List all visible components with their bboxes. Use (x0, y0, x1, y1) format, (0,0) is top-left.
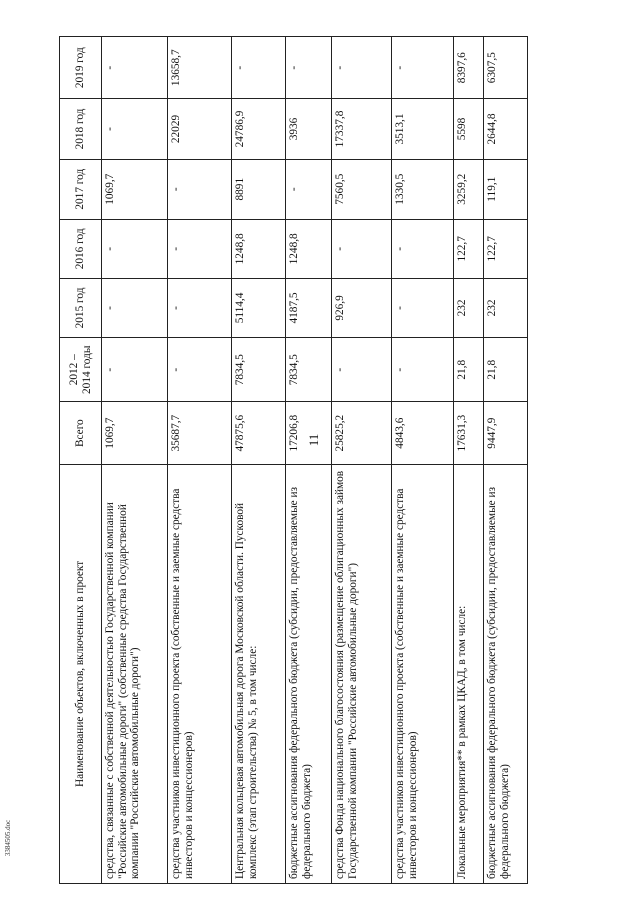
value-cell: 21,8 (484, 338, 528, 402)
value-cell: - (168, 338, 232, 402)
value-cell: 122,7 (454, 219, 484, 278)
value-cell: 24786,9 (232, 99, 286, 159)
value-cell: 5114,4 (232, 278, 286, 337)
header-cell-name: Наименование объектов, включенных в проект (60, 464, 102, 883)
value-cell: - (102, 338, 168, 402)
value-cell: - (168, 159, 232, 219)
value-cell: 5598 (454, 99, 484, 159)
value-cell: 119,1 (484, 159, 528, 219)
row-name-cell: средства участников инвестиционного проекта (собственные и заемные средства инвесторов и концессионеров) (392, 464, 454, 883)
value-cell: 21,8 (454, 338, 484, 402)
value-cell: - (102, 219, 168, 278)
table-body (102, 37, 528, 884)
header-cell-2012-2014: 2012 – 2014 годы (60, 338, 102, 402)
total-cell: 4843,6 (392, 402, 454, 464)
total-cell: 25825,2 (332, 402, 392, 464)
value-cell: 8397,6 (454, 37, 484, 99)
value-cell: - (102, 99, 168, 159)
value-cell: 232 (484, 278, 528, 337)
value-cell: - (392, 278, 454, 337)
row-name-cell: Локальные мероприятия** в рамках ЦКАД, в том числе: (454, 464, 484, 883)
value-cell: 1330,5 (392, 159, 454, 219)
value-cell: 1248,8 (232, 219, 286, 278)
total-cell: 47875,6 (232, 402, 286, 464)
total-cell: 1069,7 (102, 402, 168, 464)
header-cell-2019: 2019 год (60, 37, 102, 99)
row-name-cell: бюджетные ассигнования федерального бюджета (субсидии, предоставляемые из федерального бюджета) (286, 464, 332, 883)
rotated-page-content (59, 36, 609, 884)
value-cell: - (332, 338, 392, 402)
value-cell: 6307,5 (484, 37, 528, 99)
value-cell: - (392, 37, 454, 99)
value-cell: 122,7 (484, 219, 528, 278)
table-row (286, 37, 332, 884)
document-code: 3384505.doc (4, 819, 12, 857)
value-cell: 17337,8 (332, 99, 392, 159)
value-cell: 8891 (232, 159, 286, 219)
header-cell-total: Всего (60, 402, 102, 464)
value-cell: 7560,5 (332, 159, 392, 219)
header-row (60, 37, 102, 884)
header-cell-2017: 2017 год (60, 159, 102, 219)
total-cell: 35687,7 (168, 402, 232, 464)
table-row (332, 37, 392, 884)
table-row (454, 37, 484, 884)
table-row (168, 37, 232, 884)
table-row (102, 37, 168, 884)
value-cell: 22029 (168, 99, 232, 159)
table-header (60, 37, 102, 884)
row-name-cell: средства Фонда национального благосостояния (размещение облигационных займов Государственной компании "Российские автомобильные дороги") (332, 464, 392, 883)
financing-table (59, 36, 528, 884)
value-cell: 7834,5 (286, 338, 332, 402)
value-cell: 232 (454, 278, 484, 337)
value-cell: 3259,2 (454, 159, 484, 219)
value-cell: - (102, 37, 168, 99)
value-cell: - (232, 37, 286, 99)
value-cell: - (286, 37, 332, 99)
value-cell: 3513,1 (392, 99, 454, 159)
row-name-cell: средства участников инвестиционного проекта (собственные и заемные средства инвесторов и концессионеров) (168, 464, 232, 883)
value-cell: 2644,8 (484, 99, 528, 159)
value-cell: - (392, 338, 454, 402)
value-cell: 3936 (286, 99, 332, 159)
value-cell: 4187,5 (286, 278, 332, 337)
total-cell: 17631,3 (454, 402, 484, 464)
table-row (232, 37, 286, 884)
value-cell: 1069,7 (102, 159, 168, 219)
total-cell: 17206,8 (286, 402, 332, 464)
value-cell: 1248,8 (286, 219, 332, 278)
value-cell: 7834,5 (232, 338, 286, 402)
value-cell: - (286, 159, 332, 219)
row-name-cell: Центральная кольцевая автомобильная дорога Московской области. Пусковой комплекс (этап строительства) № 5, в том числе: (232, 464, 286, 883)
value-cell: 13658,7 (168, 37, 232, 99)
header-cell-2018: 2018 год (60, 99, 102, 159)
value-cell: - (102, 278, 168, 337)
header-cell-2016: 2016 год (60, 219, 102, 278)
page-number: 11 (306, 433, 321, 447)
row-name-cell: средства, связанные с собственной деятельностью Государственной компании "Российские автомобильные дороги" (собственные средства Государственной компании "Российские автомобильные дороги") (102, 464, 168, 883)
row-name-cell: бюджетные ассигнования федерального бюджета (субсидии, предоставляемые из федерального бюджета) (484, 464, 528, 883)
total-cell: 9447,9 (484, 402, 528, 464)
value-cell: 926,9 (332, 278, 392, 337)
value-cell: - (168, 278, 232, 337)
value-cell: - (168, 219, 232, 278)
table-row (392, 37, 454, 884)
table-container (59, 36, 609, 884)
value-cell: - (332, 219, 392, 278)
value-cell: - (392, 219, 454, 278)
value-cell: - (332, 37, 392, 99)
header-cell-2015: 2015 год (60, 278, 102, 337)
table-row (484, 37, 528, 884)
